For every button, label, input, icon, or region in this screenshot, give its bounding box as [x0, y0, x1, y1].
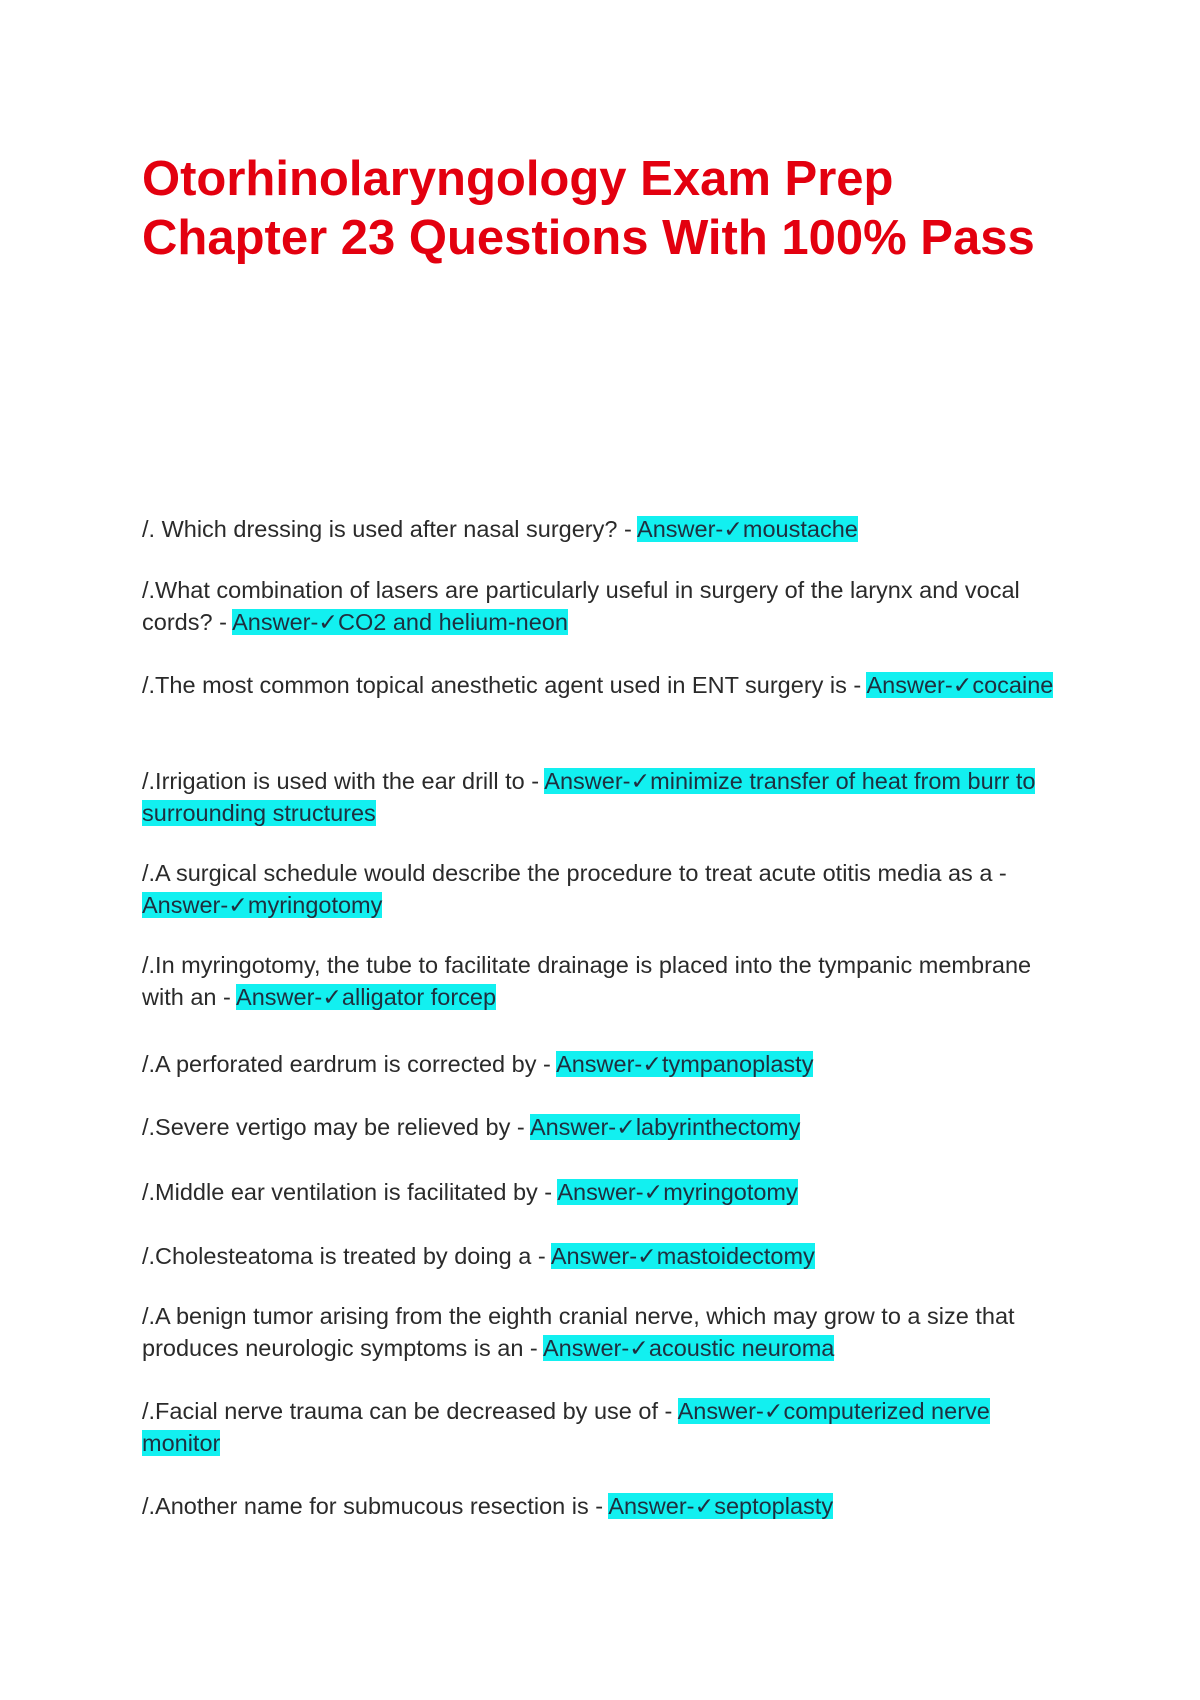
- answer-highlight: Answer-✓acoustic neuroma: [543, 1335, 835, 1361]
- qa-item-9: [142, 1176, 1062, 1208]
- question-text: /.Another name for submucous resection is -: [142, 1493, 609, 1519]
- question-text: /.Middle ear ventilation is facilitated by -: [142, 1179, 558, 1205]
- answer-highlight: Answer-✓cocaine: [866, 672, 1054, 698]
- question-text: /.Facial nerve trauma can be decreased by use of -: [142, 1398, 678, 1424]
- answer-highlight: Answer-✓mastoidectomy: [550, 1243, 815, 1269]
- question-text: /.Severe vertigo may be relieved by -: [142, 1114, 530, 1140]
- question-text: /.A surgical schedule would describe the procedure to treat acute otitis media as a -: [142, 860, 1007, 886]
- answer-highlight: Answer-✓CO2 and helium-neon: [232, 609, 568, 635]
- answer-highlight: Answer-✓septoplasty: [608, 1493, 834, 1519]
- document-title: [142, 150, 1062, 268]
- question-text: /.Irrigation is used with the ear drill to -: [142, 768, 545, 794]
- qa-item-7: [142, 1048, 1062, 1080]
- qa-item-2: [142, 574, 1062, 638]
- qa-item-11: [142, 1300, 1062, 1364]
- qa-item-5: [142, 857, 1062, 921]
- question-text: /.A benign tumor arising from the eighth cranial nerve, which may grow to a size that produces neurologic symptoms is an -: [142, 1303, 1015, 1361]
- qa-item-10: [142, 1240, 1062, 1272]
- qa-item-3: [142, 669, 1062, 701]
- qa-item-13: [142, 1490, 1062, 1522]
- answer-highlight: Answer-✓labyrinthectomy: [529, 1114, 801, 1140]
- question-text: /.Cholesteatoma is treated by doing a -: [142, 1243, 551, 1269]
- title-line-2: Chapter 23 Questions With 100% Pass: [142, 211, 1035, 265]
- question-text: /.What combination of lasers are particularly useful in surgery of the larynx and vocal cords? -: [142, 577, 1020, 635]
- answer-highlight: Answer-✓minimize transfer of heat from burr to surrounding structures: [142, 768, 1036, 826]
- qa-item-6: [142, 949, 1062, 1013]
- question-text: /.A perforated eardrum is corrected by -: [142, 1051, 557, 1077]
- qa-item-1: [142, 513, 1062, 545]
- answer-highlight: Answer-✓tympanoplasty: [556, 1051, 814, 1077]
- qa-item-4: [142, 765, 1062, 829]
- question-text: /.The most common topical anesthetic agent used in ENT surgery is -: [142, 672, 867, 698]
- title-line-1: Otorhinolaryngology Exam Prep: [142, 152, 894, 206]
- qa-item-8: [142, 1111, 1062, 1143]
- answer-highlight: Answer-✓myringotomy: [557, 1179, 798, 1205]
- qa-item-12: [142, 1395, 1062, 1459]
- answer-highlight: Answer-✓alligator forcep: [236, 984, 497, 1010]
- answer-highlight: Answer-✓computerized nerve monitor: [142, 1398, 990, 1456]
- question-text: /. Which dressing is used after nasal surgery? -: [142, 516, 638, 542]
- question-text: /.In myringotomy, the tube to facilitate drainage is placed into the tympanic membrane with an -: [142, 952, 1032, 1010]
- answer-highlight: Answer-✓myringotomy: [142, 892, 383, 918]
- answer-highlight: Answer-✓moustache: [637, 516, 858, 542]
